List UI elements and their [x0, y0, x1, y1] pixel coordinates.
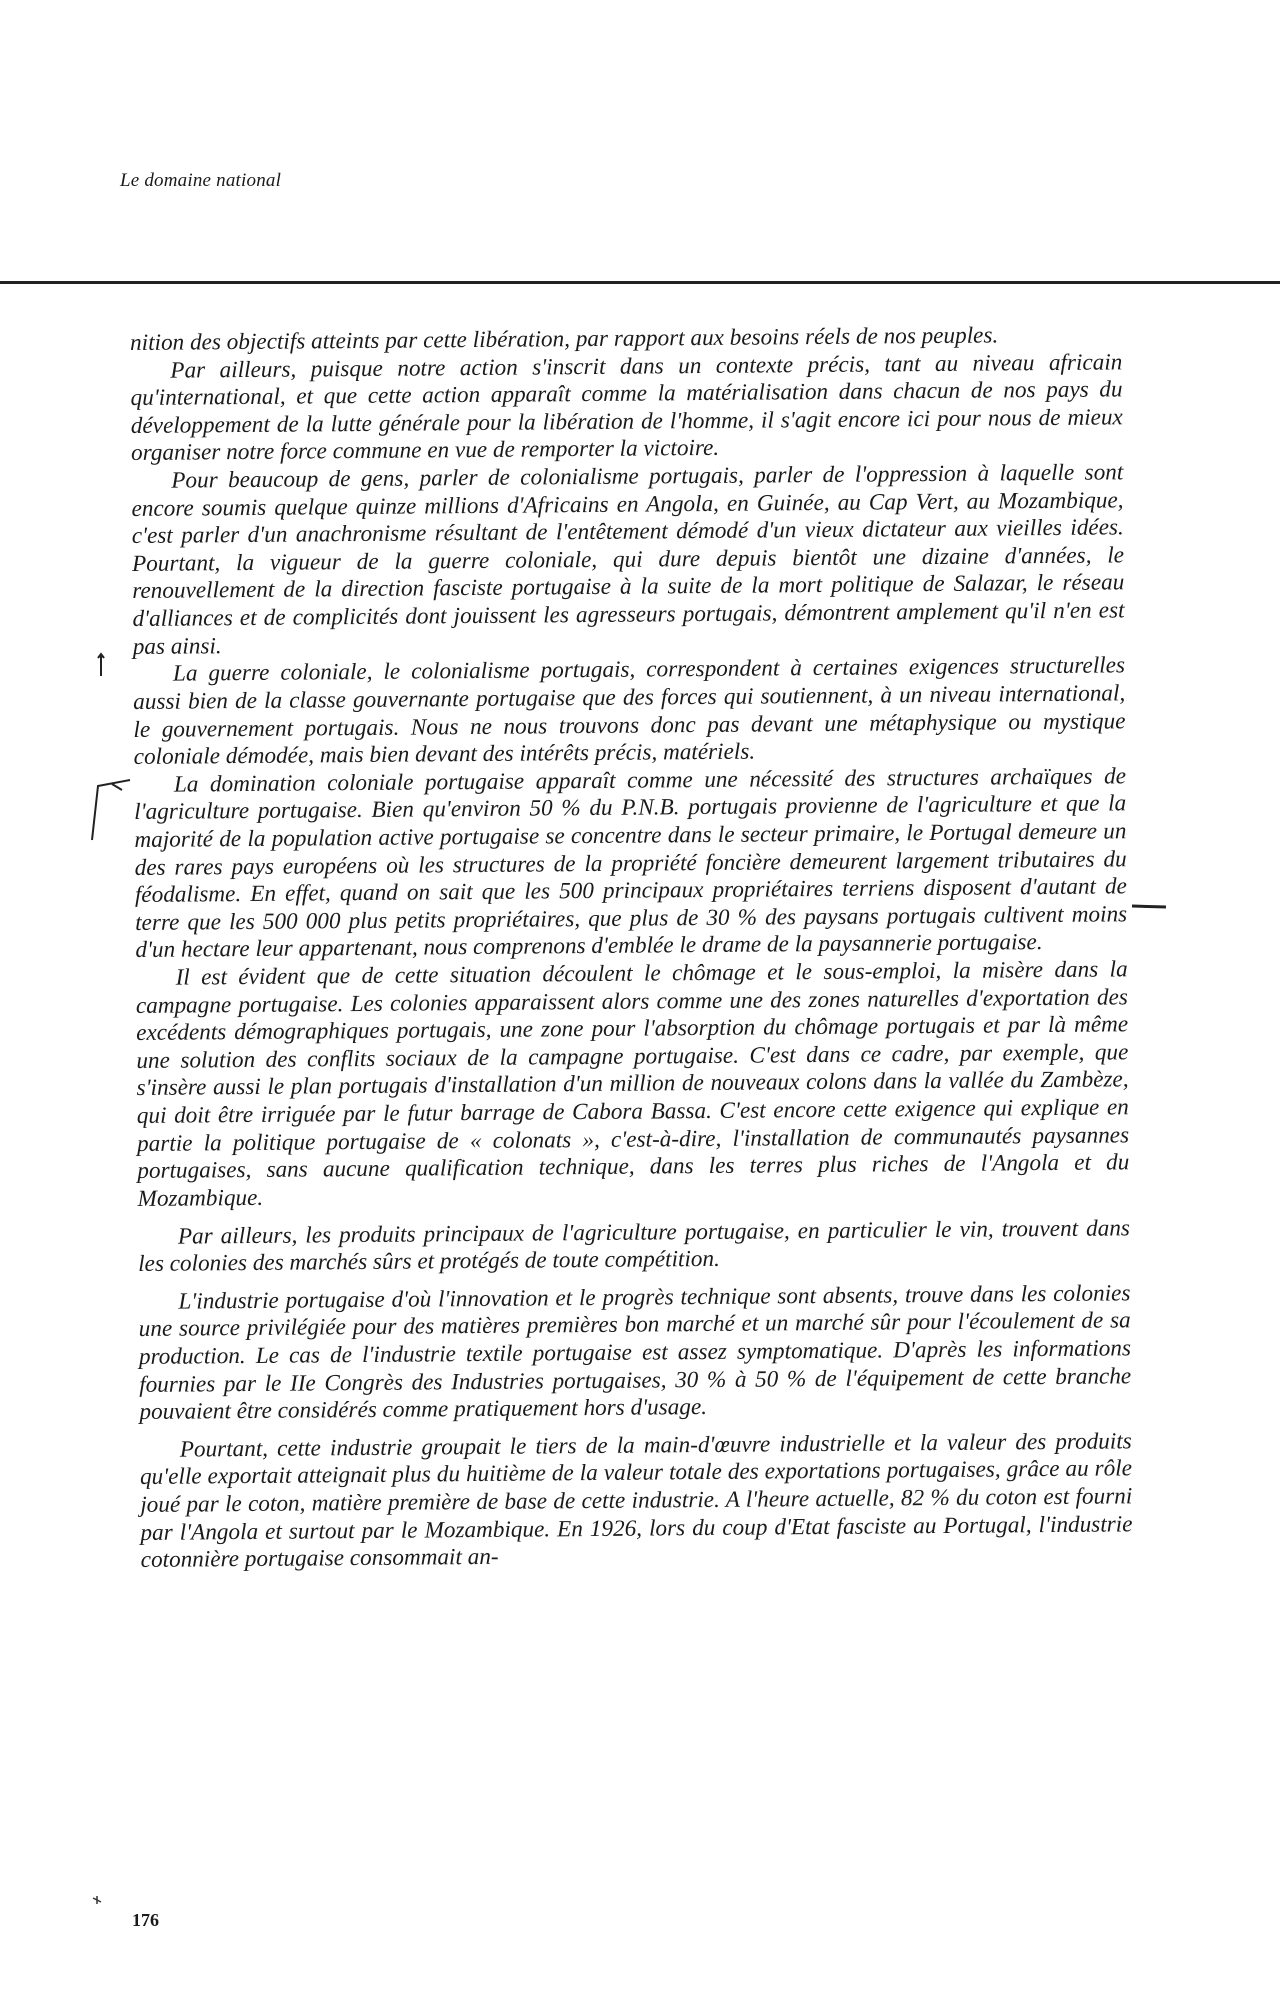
header-rule: [0, 281, 1280, 284]
paragraph-continued: nition des objectifs atteints par cette libération, par rapport aux besoins réels de nos peuples.: [130, 322, 999, 356]
margin-dot-mark: [90, 1893, 104, 1907]
paragraph: La domination coloniale portugaise apparaît comme une nécessité des structures archaïques de l'agriculture portugaise. Bien qu'environ 50 % du P.N.B. portugais provienne de l'agriculture et que la majorité de la population active portugaise se concentre dans le secteur primaire, le Portugal demeure un des rares pays européens où les structures de la propriété foncière demeurent largement tributaires du féodalisme. En effet, quand on sait que les 500 principaux propriétaires terriens disposent d'autant de terre que les 500 000 plus petits propriétaires, que plus de 30 % des paysans portugais cultivent moins d'un hectare leur appartenant, nous comprenons d'emblée le drame de la paysannerie portugaise.: [134, 763, 1128, 964]
running-header: Le domaine national: [120, 170, 282, 191]
margin-tick-mark: [95, 650, 107, 680]
paragraph: Pourtant, cette industrie groupait le tiers de la main-d'œuvre industrielle et la valeur des produits qu'elle exportait atteignait plus du huitième de la valeur totale des exportations portugaises, grâce au rôle joué par le coton, matière première de base de cette industrie. A l'heure actuelle, 82 % du coton est fourni par l'Angola et surtout par le Mozambique. En 1926, lors du coup d'Etat fasciste au Portugal, l'industrie cotonnière portugaise consommait an-: [139, 1428, 1133, 1574]
paragraph: Pour beaucoup de gens, parler de colonialisme portugais, parler de l'oppression à laquelle sont encore soumis quelque quinze millions d'Africains en Angola, en Guinée, au Cap Vert, au Mozambique, c'est parler d'un anachronisme résultant de l'entêtement démodé d'un vieux dictateur aux vieilles idées. Pourtant, la vigueur de la guerre coloniale, qui dure depuis bientôt une dizaine d'années, le renouvellement de la direction fasciste portugaise à la suite de la mort politique de Salazar, le réseau d'alliances et de complicités dont jouissent les agresseurs portugais, démontrent amplement qu'il n'en est pas ainsi.: [131, 459, 1125, 660]
paragraph: Il est évident que de cette situation découlent le chômage et le sous-emploi, la misère dans la campagne portugaise. Les colonies apparaissent alors comme une des zones naturelles d'exportation des excédents démographiques portugais, une zone pour l'absorption du chômage portugais et par là même une solution des conflits sociaux de la campagne portugaise. C'est dans ce cadre, par exemple, que s'insère aussi le plan portugais d'installation d'un million de nouveaux colons dans la vallée du Zambèze, qui doit être irriguée par le futur barrage de Cabora Bassa. C'est encore cette exigence qui explique en partie la politique portugaise de « colonats », c'est-à-dire, l'installation de communautés paysannes portugaises, sans aucune qualification technique, dans les terres plus riches de l'Angola et du Mozambique.: [135, 956, 1130, 1212]
page-number: 176: [132, 1910, 159, 1930]
paragraph: Par ailleurs, puisque notre action s'inscrit dans un contexte précis, tant au niveau africain qu'international, et que cette action apparaît comme la matérialisation dans chacun de nos pays du développement de la lutte générale pour la libération de l'homme, il s'agit encore ici pour nous de mieux organiser notre force commune en vue de remporter la victoire.: [130, 348, 1123, 467]
paragraph: Par ailleurs, les produits principaux de l'agriculture portugaise, en particulier le vin, trouvent dans les colonies des marchés sûrs et protégés de toute compétition.: [138, 1214, 1130, 1278]
paragraph: La guerre coloniale, le colonialisme portugais, correspondent à certaines exigences structurelles aussi bien de la classe gouvernante portugaise que des forces qui soutiennent, à un niveau international, le gouvernement portugais. Nous ne nous trouvons donc pas devant une métaphysique ou mystique coloniale démodée, mais bien devant des intérêts précis, matériels.: [133, 652, 1126, 771]
margin-bracket-mark: [78, 770, 138, 850]
margin-dash-mark: [1130, 900, 1170, 912]
paragraph: L'industrie portugaise d'où l'innovation et le progrès technique sont absents, trouve dans les colonies une source privilégiée pour des matières premières bon marché et un marché sûr pour l'écoulement de sa production. Le cas de l'industrie textile portugaise est assez symptomatique. D'après les informations fournies par le IIe Congrès des Industries portugaises, 30 % à 50 % de l'équipement de cette branche pouvaient être considérés comme pratiquement hors d'usage.: [138, 1280, 1132, 1426]
body-text: [130, 321, 1133, 1574]
